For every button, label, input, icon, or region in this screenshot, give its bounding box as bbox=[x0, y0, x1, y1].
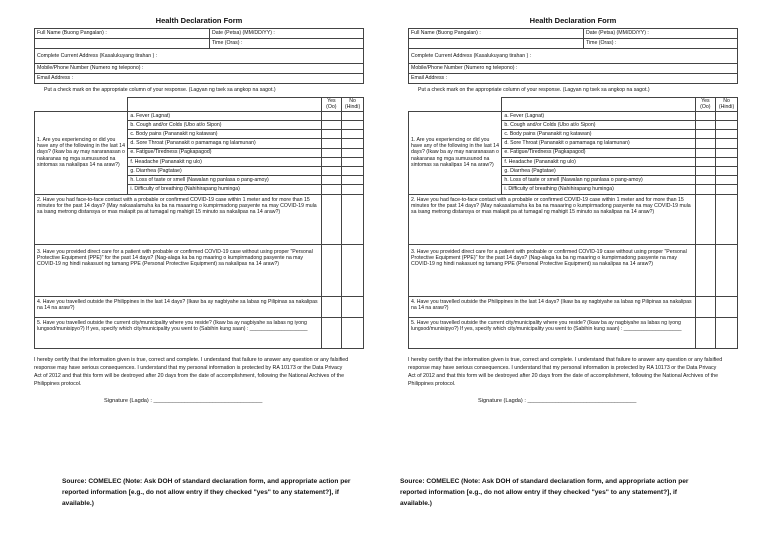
address-field[interactable]: Complete Current Address (Kasalukuyang tirahan ) : bbox=[409, 49, 738, 64]
no-column-header: No (Hindi) bbox=[342, 98, 364, 112]
full-name-field-cont bbox=[35, 39, 210, 49]
no-checkbox[interactable] bbox=[342, 157, 364, 166]
symptom-cough: b. Cough and/or Colds (Ubo at/o Sipon) bbox=[128, 121, 321, 130]
yes-checkbox[interactable] bbox=[321, 244, 342, 296]
yes-checkbox[interactable] bbox=[321, 296, 342, 317]
no-checkbox[interactable] bbox=[342, 130, 364, 139]
no-checkbox[interactable] bbox=[716, 139, 738, 148]
no-checkbox[interactable] bbox=[716, 111, 738, 120]
no-checkbox[interactable] bbox=[716, 244, 738, 296]
yes-checkbox[interactable] bbox=[695, 296, 716, 317]
no-checkbox[interactable] bbox=[342, 296, 364, 317]
question-1: 1. Are you experiencing or did you have any of the following in the last 14 days? (Ikaw ba ay may nararanasan o nakaranas ng mga sumusunod na sintomas sa nakalipas 14 na araw?) bbox=[35, 111, 128, 194]
full-name-field-cont bbox=[409, 39, 584, 49]
symptom-fever: a. Fever (Lagnat) bbox=[128, 111, 321, 120]
question-4: 4. Have you travelled outside the Philippines in the last 14 days? (Ikaw ba ay nagbiyahe sa labas ng Pilipinas sa nakalipas na 14 na araw?) bbox=[409, 296, 696, 317]
time-field[interactable]: Time (Oras) : bbox=[210, 39, 364, 49]
blank-cell bbox=[35, 98, 128, 112]
symptom-headache: f. Headache (Pananakit ng ulo) bbox=[502, 157, 695, 166]
question-2: 2. Have you had face-to-face contact with a probable or confirmed COVID-19 case within 1 meter and for more than 15 minutes for the past 14 days? (May nakasalamuha ka ba na maaaring o kumpirmadong pasyente na may COVID-19 mula sa isang metrong distansya or mas malapit pa at tumagal ng mahigit 15 minuto sa nakalipas na 14 araw?) bbox=[409, 194, 696, 244]
blank-cell bbox=[409, 98, 502, 112]
no-column-header: No (Hindi) bbox=[716, 98, 738, 112]
yes-checkbox[interactable] bbox=[695, 130, 716, 139]
symptom-cough: b. Cough and/or Colds (Ubo at/o Sipon) bbox=[502, 121, 695, 130]
symptom-diarrhea: g. Diarrhea (Pagtatae) bbox=[128, 166, 321, 175]
yes-checkbox[interactable] bbox=[695, 111, 716, 120]
instruction-text: Put a check mark on the appropriate column of your response. (Lagyan ng tsek sa angkop na sagot.) bbox=[418, 87, 650, 93]
question-4: 4. Have you travelled outside the Philippines in the last 14 days? (Ikaw ba ay nagbiyahe sa labas ng Pilipinas sa nakalipas na 14 na araw?) bbox=[35, 296, 322, 317]
yes-checkbox[interactable] bbox=[695, 185, 716, 194]
symptom-fever: a. Fever (Lagnat) bbox=[502, 111, 695, 120]
yes-checkbox[interactable] bbox=[321, 130, 342, 139]
no-checkbox[interactable] bbox=[342, 139, 364, 148]
no-checkbox[interactable] bbox=[716, 296, 738, 317]
address-field[interactable]: Complete Current Address (Kasalukuyang tirahan ) : bbox=[35, 49, 364, 64]
personal-info-table bbox=[34, 28, 364, 84]
health-declaration-form-left bbox=[34, 0, 364, 404]
yes-checkbox[interactable] bbox=[321, 148, 342, 157]
symptom-body-pains: c. Body pains (Pananakit ng katawan) bbox=[502, 130, 695, 139]
yes-checkbox[interactable] bbox=[321, 157, 342, 166]
instruction-text: Put a check mark on the appropriate column of your response. (Lagyan ng tsek sa angkop na sagot.) bbox=[44, 87, 276, 93]
no-checkbox[interactable] bbox=[342, 244, 364, 296]
yes-checkbox[interactable] bbox=[695, 139, 716, 148]
full-name-field[interactable]: Full Name (Buong Pangalan) : bbox=[409, 29, 584, 39]
no-checkbox[interactable] bbox=[716, 194, 738, 244]
yes-checkbox[interactable] bbox=[321, 176, 342, 185]
full-name-field[interactable]: Full Name (Buong Pangalan) : bbox=[35, 29, 210, 39]
personal-info-table bbox=[408, 28, 738, 84]
no-checkbox[interactable] bbox=[342, 148, 364, 157]
symptom-loss-taste-smell: h. Loss of taste or smell (Nawalan ng panlasa o pang-amoy) bbox=[502, 176, 695, 185]
no-checkbox[interactable] bbox=[716, 166, 738, 175]
yes-checkbox[interactable] bbox=[321, 185, 342, 194]
symptom-body-pains: c. Body pains (Pananakit ng katawan) bbox=[128, 130, 321, 139]
email-field[interactable]: Email Address : bbox=[409, 74, 738, 84]
time-field[interactable]: Time (Oras) : bbox=[584, 39, 738, 49]
yes-column-header: Yes (Oo) bbox=[321, 98, 342, 112]
no-checkbox[interactable] bbox=[342, 317, 364, 348]
question-5: 5. Have you travelled outside the current city/municipality where you reside? (Ikaw ba ay nagbiyahe sa labas ng iyong lungsod/munisipyo?) If yes, specify which city/municipality you went to (Sabihin kung saan) : ____________________ bbox=[409, 317, 696, 348]
questions-table bbox=[408, 97, 738, 349]
signature-line[interactable]: Signature (Lagda) : ___________________________________ bbox=[104, 397, 263, 404]
symptom-fatigue: e. Fatigue/Tiredness (Pagkapagod) bbox=[128, 148, 321, 157]
no-checkbox[interactable] bbox=[716, 148, 738, 157]
no-checkbox[interactable] bbox=[716, 176, 738, 185]
yes-checkbox[interactable] bbox=[321, 121, 342, 130]
question-3: 3. Have you provided direct care for a patient with probable or confirmed COVID-19 case without using proper "Personal Protective Equipment (PPE)" for the past 14 days? (Nag-alaga ka ba ng maaring o kumpirmadong pasyente na may COVID-19 ng hindi nakasuot ng tamang PPE (Personal Protective Equipment) sa nakalipas na 14 araw?) bbox=[35, 244, 322, 296]
yes-checkbox[interactable] bbox=[695, 176, 716, 185]
yes-checkbox[interactable] bbox=[321, 111, 342, 120]
yes-column-header: Yes (Oo) bbox=[695, 98, 716, 112]
mobile-field[interactable]: Mobile/Phone Number (Numero ng telepono) : bbox=[35, 64, 364, 74]
symptom-sore-throat: d. Sore Throat (Pananakit o pamamaga ng lalamunan) bbox=[502, 139, 695, 148]
yes-checkbox[interactable] bbox=[321, 166, 342, 175]
yes-checkbox[interactable] bbox=[695, 317, 716, 348]
no-checkbox[interactable] bbox=[716, 157, 738, 166]
certification-text: I hereby certify that the information given is true, correct and complete. I understand that failure to answer any question or any falsified response may have serious consequences. I understand that my personal information is protected by RA 10173 or the Data Privacy Act of 2012 and that this form will be destroyed after 20 days from the date of accomplishment, following the National Archives of the Philippines protocol. bbox=[408, 356, 723, 387]
yes-checkbox[interactable] bbox=[695, 148, 716, 157]
source-note-right: Source: COMELEC (Note: Ask DOH of standard declaration form, and appropriate action per reported information [e.g., do not allow entry if they checked "yes" to any statement?], if available.) bbox=[400, 478, 689, 507]
blank-cell bbox=[502, 98, 695, 112]
yes-checkbox[interactable] bbox=[695, 244, 716, 296]
yes-checkbox[interactable] bbox=[321, 317, 342, 348]
no-checkbox[interactable] bbox=[342, 166, 364, 175]
no-checkbox[interactable] bbox=[342, 121, 364, 130]
symptom-sore-throat: d. Sore Throat (Pananakit o pamamaga ng lalamunan) bbox=[128, 139, 321, 148]
question-3: 3. Have you provided direct care for a patient with probable or confirmed COVID-19 case without using proper "Personal Protective Equipment (PPE)" for the past 14 days? (Nag-alaga ka ba ng maaring o kumpirmadong pasyente na may COVID-19 ng hindi nakasuot ng tamang PPE (Personal Protective Equipment) sa nakalipas na 14 araw?) bbox=[409, 244, 696, 296]
email-field[interactable]: Email Address : bbox=[35, 74, 364, 84]
source-note-left: Source: COMELEC (Note: Ask DOH of standard declaration form, and appropriate action per reported information [e.g., do not allow entry if they checked "yes" to any statement?], if available.) bbox=[62, 478, 351, 507]
no-checkbox[interactable] bbox=[342, 111, 364, 120]
symptom-diarrhea: g. Diarrhea (Pagtatae) bbox=[502, 166, 695, 175]
no-checkbox[interactable] bbox=[716, 130, 738, 139]
yes-checkbox[interactable] bbox=[321, 139, 342, 148]
symptom-difficulty-breathing: i. Difficulty of breathing (Nahihirapang huminga) bbox=[128, 185, 321, 194]
form-title: Health Declaration Form bbox=[155, 16, 243, 25]
health-declaration-form-right bbox=[408, 0, 738, 404]
symptom-fatigue: e. Fatigue/Tiredness (Pagkapagod) bbox=[502, 148, 695, 157]
date-field[interactable]: Date (Petsa) (MM/DD/YY) : bbox=[210, 29, 364, 39]
yes-checkbox[interactable] bbox=[695, 166, 716, 175]
form-title: Health Declaration Form bbox=[529, 16, 617, 25]
signature-line[interactable]: Signature (Lagda) : ___________________________________ bbox=[478, 397, 637, 404]
symptom-difficulty-breathing: i. Difficulty of breathing (Nahihirapang huminga) bbox=[502, 185, 695, 194]
no-checkbox[interactable] bbox=[716, 317, 738, 348]
question-5: 5. Have you travelled outside the current city/municipality where you reside? (Ikaw ba ay nagbiyahe sa labas ng iyong lungsod/munisipyo?) If yes, specify which city/municipality you went to (Sabihin kung saan) : ____________________ bbox=[35, 317, 322, 348]
blank-cell bbox=[128, 98, 321, 112]
symptom-loss-taste-smell: h. Loss of taste or smell (Nawalan ng panlasa o pang-amoy) bbox=[128, 176, 321, 185]
yes-checkbox[interactable] bbox=[695, 194, 716, 244]
certification-text: I hereby certify that the information given is true, correct and complete. I understand that failure to answer any question or any falsified response may have serious consequences. I understand that my personal information is protected by RA 10173 or the Data Privacy Act of 2012 and that this form will be destroyed after 20 days from the date of accomplishment, following the National Archives of the Philippines protocol. bbox=[34, 356, 349, 387]
questions-table bbox=[34, 97, 364, 349]
no-checkbox[interactable] bbox=[716, 185, 738, 194]
no-checkbox[interactable] bbox=[342, 185, 364, 194]
no-checkbox[interactable] bbox=[342, 176, 364, 185]
no-checkbox[interactable] bbox=[342, 194, 364, 244]
mobile-field[interactable]: Mobile/Phone Number (Numero ng telepono) : bbox=[409, 64, 738, 74]
no-checkbox[interactable] bbox=[716, 121, 738, 130]
question-2: 2. Have you had face-to-face contact with a probable or confirmed COVID-19 case within 1 meter and for more than 15 minutes for the past 14 days? (May nakasalamuha ka ba na maaaring o kumpirmadong pasyente na may COVID-19 mula sa isang metrong distansya or mas malapit pa at tumagal ng mahigit 15 minuto sa nakalipas na 14 araw?) bbox=[35, 194, 322, 244]
question-1: 1. Are you experiencing or did you have any of the following in the last 14 days? (Ikaw ba ay may nararanasan o nakaranas ng mga sumusunod na sintomas sa nakalipas 14 na araw?) bbox=[409, 111, 502, 194]
yes-checkbox[interactable] bbox=[321, 194, 342, 244]
symptom-headache: f. Headache (Pananakit ng ulo) bbox=[128, 157, 321, 166]
yes-checkbox[interactable] bbox=[695, 157, 716, 166]
date-field[interactable]: Date (Petsa) (MM/DD/YY) : bbox=[584, 29, 738, 39]
yes-checkbox[interactable] bbox=[695, 121, 716, 130]
